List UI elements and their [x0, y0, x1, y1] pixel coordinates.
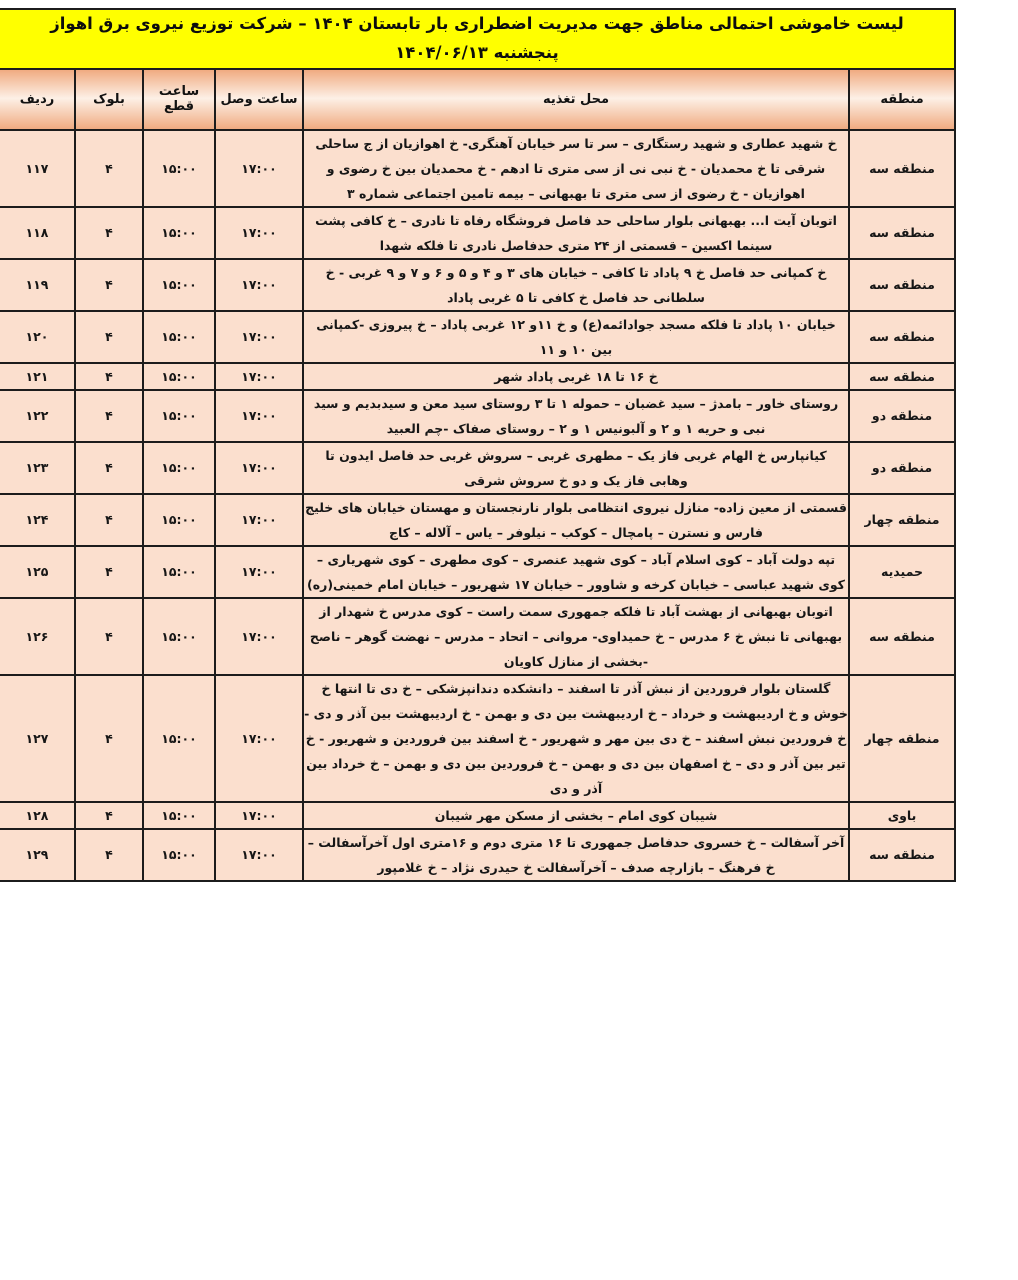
feeding-location-text: قسمتی از معین زاده- منازل نیروی انتظامی بلوار نارنجستان و مهستان خیابان های خلیج فارس و نسترن – پامچال – کوکب – نیلوفر – یاس – آلاله – کاج — [305, 499, 847, 540]
cell-feeding-location — [303, 363, 849, 390]
cell-region: منطقه دو — [849, 442, 955, 494]
cell-cutoff-time: ۱۵:۰۰ — [143, 259, 215, 311]
cell-row-number: ۱۱۷ — [0, 130, 75, 207]
title-line-main: لیست خاموشی احتمالی مناطق جهت مدیریت اضطراری بار تابستان ۱۴۰۴ – شرکت توزیع نیروی برق اهواز — [50, 14, 904, 33]
table-row — [0, 546, 955, 598]
cell-reconnect-time: ۱۷:۰۰ — [215, 546, 303, 598]
column-header-mantaqe: منطقه — [849, 69, 955, 130]
cell-cutoff-time: ۱۵:۰۰ — [143, 363, 215, 390]
cell-row-number: ۱۲۷ — [0, 675, 75, 802]
cell-region: منطقه سه — [849, 311, 955, 363]
outage-schedule-table — [0, 8, 956, 882]
cell-region: منطقه دو — [849, 390, 955, 442]
cell-block: ۴ — [75, 675, 143, 802]
table-row — [0, 494, 955, 546]
cell-reconnect-time: ۱۷:۰۰ — [215, 802, 303, 829]
cell-cutoff-time: ۱۵:۰۰ — [143, 390, 215, 442]
cell-feeding-location — [303, 675, 849, 802]
table-header — [0, 9, 955, 130]
table-row — [0, 311, 955, 363]
cell-reconnect-time: ۱۷:۰۰ — [215, 494, 303, 546]
feeding-location-text: روستای خاور – بامدژ – سید غضبان – حموله ۱ تا ۳ روستای سید معن و سیدبدیم و سید نبی و حریه ۱ و ۲ و آلبونیس ۱ و ۲ – روستای صفاک -چم العبید — [313, 395, 839, 436]
cell-row-number: ۱۱۸ — [0, 207, 75, 259]
table-row — [0, 675, 955, 802]
cell-row-number: ۱۲۹ — [0, 829, 75, 881]
cell-feeding-location — [303, 442, 849, 494]
title-line-date: پنجشنبه ۱۴۰۴/۰۶/۱۳ — [395, 42, 559, 62]
cell-block: ۴ — [75, 207, 143, 259]
cell-region: منطقه چهار — [849, 494, 955, 546]
feeding-location-text: گلستان بلوار فروردین از نبش آذر تا اسفند – دانشکده دندانپزشکی – خ دی تا انتها خ خوش و خ اردیبهشت و خرداد – خ اردیبهشت بین دی و بهمن - خ اردیبهشت بین آذر و دی - خ فروردین نبش اسفند – خ دی بین مهر و شهریور - خ اسفند بین فروردین و شهریور - خ تیر بین آذر و دی – خ اصفهان بین دی و بهمن – خ فروردین بین دی و بهمن – خ خرداد بین آذر و دی — [304, 680, 848, 796]
column-header-blok: بلوک — [75, 69, 143, 130]
cell-feeding-location — [303, 829, 849, 881]
cell-cutoff-time: ۱۵:۰۰ — [143, 546, 215, 598]
feeding-location-text: خیابان ۱۰ پاداد تا فلکه مسجد جوادائمه(ع) و خ ۱۱و ۱۲ غربی پاداد – خ پیروزی -کمپانی بین ۱۰ و ۱۱ — [316, 316, 836, 357]
table-row — [0, 259, 955, 311]
cell-block: ۴ — [75, 802, 143, 829]
column-header-row — [0, 69, 955, 130]
cell-feeding-location — [303, 802, 849, 829]
cell-region: حمیدیه — [849, 546, 955, 598]
cell-reconnect-time: ۱۷:۰۰ — [215, 130, 303, 207]
feeding-location-text: اتوبان بهبهانی از بهشت آباد تا فلکه جمهوری سمت راست – کوی مدرس خ شهدار از بهبهانی تا نبش خ ۶ مدرس – خ حمیداوی- مروانی – اتحاد – مدرس – نهضت گوهر – ناصح -بخشی از منازل کاویان — [309, 603, 843, 669]
cell-row-number: ۱۱۹ — [0, 259, 75, 311]
cell-feeding-location — [303, 207, 849, 259]
feeding-location-text: تپه دولت آباد – کوی اسلام آباد – کوی شهید عنصری – کوی مطهری – کوی شهریاری – کوی شهید عباسی – خیابان کرخه و شاوور – خیابان ۱۷ شهریور – خیابان امام خمینی(ره) — [307, 551, 845, 592]
cell-reconnect-time: ۱۷:۰۰ — [215, 311, 303, 363]
cell-block: ۴ — [75, 829, 143, 881]
cell-region: منطقه سه — [849, 259, 955, 311]
cell-cutoff-time: ۱۵:۰۰ — [143, 207, 215, 259]
cell-row-number: ۱۲۶ — [0, 598, 75, 675]
table-row — [0, 130, 955, 207]
cell-cutoff-time: ۱۵:۰۰ — [143, 829, 215, 881]
table-body — [0, 130, 955, 881]
cell-region: منطقه سه — [849, 130, 955, 207]
cell-region: منطقه سه — [849, 207, 955, 259]
cell-cutoff-time: ۱۵:۰۰ — [143, 494, 215, 546]
cell-block: ۴ — [75, 494, 143, 546]
cell-row-number: ۱۲۸ — [0, 802, 75, 829]
cell-reconnect-time: ۱۷:۰۰ — [215, 259, 303, 311]
cell-block: ۴ — [75, 311, 143, 363]
column-header-ghat: ساعت قطع — [143, 69, 215, 130]
feeding-location-text: اتوبان آیت ا... بهبهانی بلوار ساحلی حد فاصل فروشگاه رفاه تا نادری – خ کافی پشت سینما اکسین – قسمتی از ۲۴ متری حدفاصل نادری تا فلکه شهدا — [315, 212, 837, 253]
cell-reconnect-time: ۱۷:۰۰ — [215, 442, 303, 494]
column-header-radif: ردیف — [0, 69, 75, 130]
cell-cutoff-time: ۱۵:۰۰ — [143, 802, 215, 829]
cell-reconnect-time: ۱۷:۰۰ — [215, 363, 303, 390]
feeding-location-text: کیانپارس خ الهام غربی فاز یک – مطهری غربی – سروش غربی حد فاصل ایدون تا وهابی فاز یک و دو خ سروش شرقی — [325, 447, 827, 488]
feeding-location-text: شیبان کوی امام – بخشی از مسکن مهر شیبان — [434, 807, 718, 823]
cell-region: باوی — [849, 802, 955, 829]
cell-reconnect-time: ۱۷:۰۰ — [215, 207, 303, 259]
table-row — [0, 442, 955, 494]
table-row — [0, 390, 955, 442]
table-row — [0, 829, 955, 881]
cell-cutoff-time: ۱۵:۰۰ — [143, 675, 215, 802]
cell-region: منطقه سه — [849, 829, 955, 881]
feeding-location-text: خ شهید عطاری و شهید رستگاری – سر تا سر خیابان آهنگری- خ اهوازیان از ج ساحلی شرقی تا خ محمدیان - خ نبی نی از سی متری تا ادهم - خ محمدیان بین خ رضوی و اهوازیان - خ رضوی از سی متری تا بهبهانی – بیمه تامین اجتماعی شماره ۳ — [315, 135, 837, 201]
cell-row-number: ۱۲۵ — [0, 546, 75, 598]
cell-block: ۴ — [75, 259, 143, 311]
cell-block: ۴ — [75, 390, 143, 442]
cell-region: منطقه سه — [849, 598, 955, 675]
feeding-location-text: خ ۱۶ تا ۱۸ غربی پاداد شهر — [494, 368, 658, 384]
column-header-vasl: ساعت وصل — [215, 69, 303, 130]
table-row — [0, 363, 955, 390]
table-row — [0, 598, 955, 675]
cell-row-number: ۱۲۲ — [0, 390, 75, 442]
cell-region: منطقه چهار — [849, 675, 955, 802]
cell-cutoff-time: ۱۵:۰۰ — [143, 442, 215, 494]
cell-reconnect-time: ۱۷:۰۰ — [215, 675, 303, 802]
table-row — [0, 207, 955, 259]
cell-block: ۴ — [75, 546, 143, 598]
column-header-mahal: محل تغذیه — [303, 69, 849, 130]
cell-feeding-location — [303, 390, 849, 442]
cell-row-number: ۱۲۰ — [0, 311, 75, 363]
cell-reconnect-time: ۱۷:۰۰ — [215, 598, 303, 675]
title-banner — [0, 9, 955, 69]
cell-feeding-location — [303, 494, 849, 546]
title-banner-row — [0, 9, 955, 69]
cell-row-number: ۱۲۳ — [0, 442, 75, 494]
cell-cutoff-time: ۱۵:۰۰ — [143, 130, 215, 207]
cell-row-number: ۱۲۱ — [0, 363, 75, 390]
cell-cutoff-time: ۱۵:۰۰ — [143, 598, 215, 675]
table-row — [0, 802, 955, 829]
cell-block: ۴ — [75, 363, 143, 390]
cell-reconnect-time: ۱۷:۰۰ — [215, 390, 303, 442]
cell-region: منطقه سه — [849, 363, 955, 390]
feeding-location-text: آخر آسفالت – خ خسروی حدفاصل جمهوری تا ۱۶ متری دوم و ۱۶متری اول آخرآسفالت – خ فرهنگ – بازارچه صدف – آخرآسفالت خ حیدری نژاد – خ غلامپور — [307, 834, 845, 875]
cell-cutoff-time: ۱۵:۰۰ — [143, 311, 215, 363]
cell-block: ۴ — [75, 598, 143, 675]
cell-reconnect-time: ۱۷:۰۰ — [215, 829, 303, 881]
cell-feeding-location — [303, 546, 849, 598]
cell-feeding-location — [303, 259, 849, 311]
cell-feeding-location — [303, 598, 849, 675]
cell-block: ۴ — [75, 130, 143, 207]
feeding-location-text: خ کمپانی حد فاصل خ ۹ پاداد تا کافی – خیابان های ۳ و ۴ و ۵ و ۶ و ۷ و ۹ غربی - خ سلطانی حد فاصل خ کافی تا ۵ غربی پاداد — [325, 264, 827, 305]
cell-block: ۴ — [75, 442, 143, 494]
cell-feeding-location — [303, 311, 849, 363]
cell-feeding-location — [303, 130, 849, 207]
cell-row-number: ۱۲۴ — [0, 494, 75, 546]
